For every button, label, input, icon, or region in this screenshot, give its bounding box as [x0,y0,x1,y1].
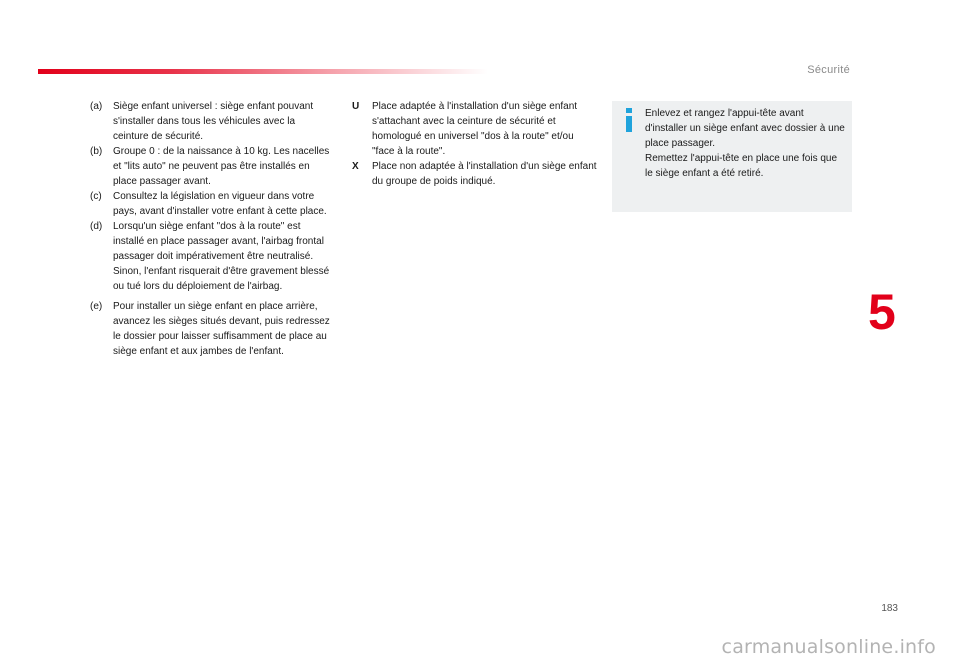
info-icon [622,108,636,132]
info-line: Remettez l'appui-tête en place une fois que le siège enfant a été retiré. [645,153,838,179]
footnote-a [90,99,330,144]
legend-item-x [352,159,597,189]
footnote-b [90,144,330,189]
footnote-key: (a) [90,101,103,112]
footnote-e [90,299,330,359]
footnote-key: (e) [90,301,103,312]
footnote-text: Groupe 0 : de la naissance à 10 kg. Les nacelles et "lits auto" ne peuvent pas être installés en place passager avant. [113,146,330,187]
page-number: 183 [881,603,898,614]
info-box [612,101,852,212]
legend-text: Place adaptée à l'installation d'un siège enfant s'attachant avec la ceinture de sécurité et homologué en universel "dos à la route" et/ou "face à la route". [372,101,578,157]
watermark: carmanualsonline.info [721,636,936,658]
chapter-number: 5 [868,284,896,340]
footnote-key: (c) [90,191,102,202]
info-text [645,106,847,181]
footnote-text: Pour installer un siège enfant en place arrière, avancez les sièges situés devant, puis redressez le dossier pour laisser suffisamment de place au siège enfant et aux jambes de l'enfant. [113,301,330,357]
legend-item-u [352,99,597,159]
legend-key: U [352,101,360,112]
footnote-d [90,219,330,294]
footnote-text: Lorsqu'un siège enfant "dos à la route" est installé en place passager avant, l'airbag frontal passager doit impérativement être neutralisé. Sinon, l'enfant risquerait d'être gravement blessé ou tué lors du déploiement de l'airbag. [113,221,330,292]
legend-text: Place non adaptée à l'installation d'un siège enfant du groupe de poids indiqué. [372,161,597,187]
section-title: Sécurité [807,64,850,76]
header-accent-bar [38,69,488,74]
footnote-key: (d) [90,221,103,232]
legend-column [352,99,597,189]
legend-key: X [352,161,359,172]
footnote-text: Siège enfant universel : siège enfant pouvant s'installer dans tous les véhicules avec la ceinture de sécurité. [113,101,314,142]
info-line: Enlevez et rangez l'appui-tête avant d'installer un siège enfant avec dossier à une place passager. [645,108,845,149]
footnotes-column [90,99,330,359]
footnote-text: Consultez la législation en vigueur dans votre pays, avant d'installer votre enfant à cette place. [113,191,327,217]
footnote-key: (b) [90,146,103,157]
footnote-c [90,189,330,219]
